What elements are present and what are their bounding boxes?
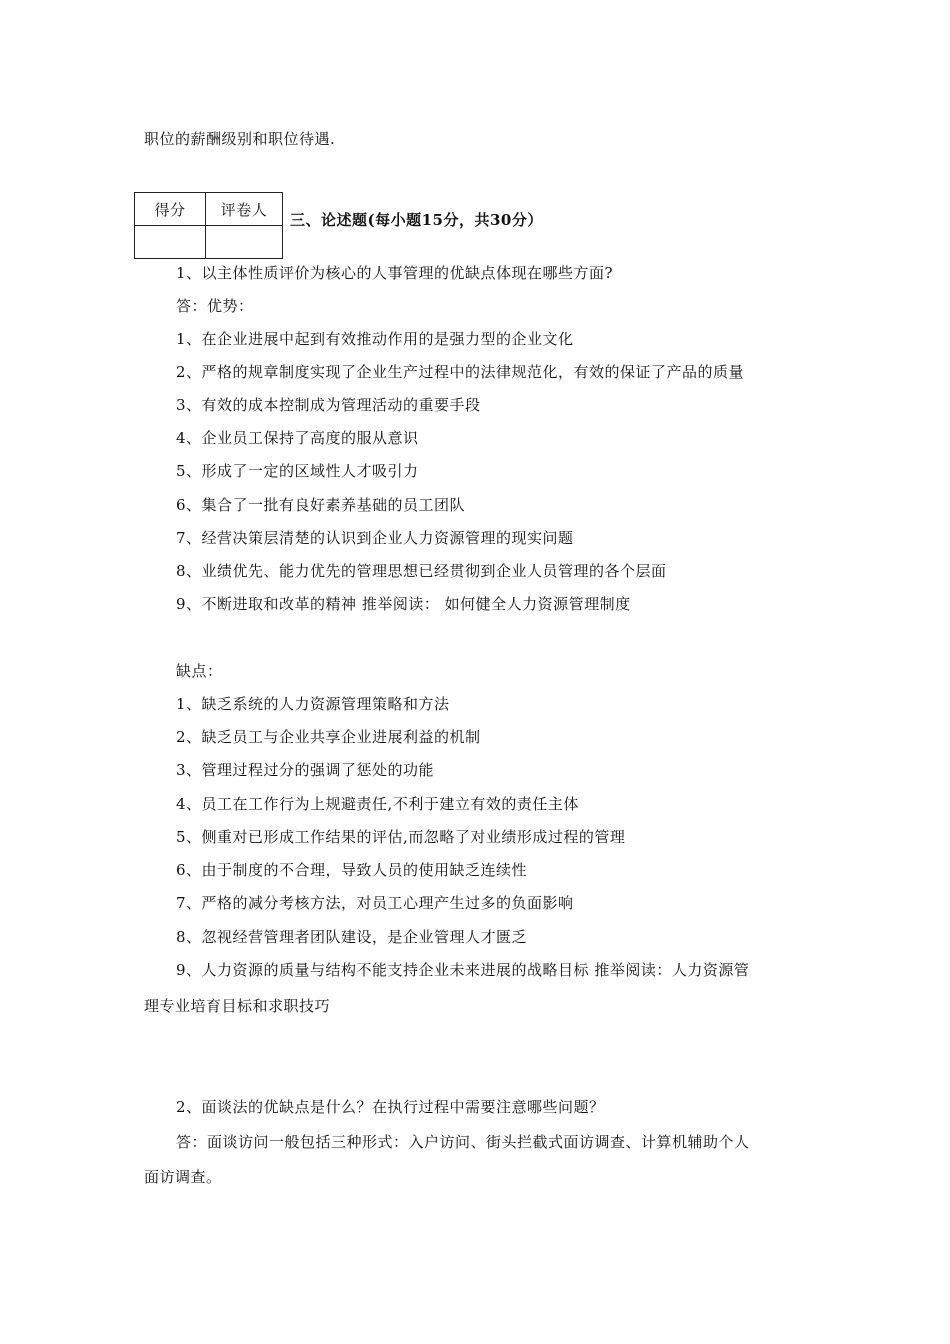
score-table (134, 192, 283, 259)
grader-header: 评卷人 (206, 193, 283, 226)
advantage-item: 5、形成了一定的区域性人才吸引力 (176, 462, 419, 480)
disadvantage-item: 5、侧重对已形成工作结果的评估,而忽略了对业绩形成过程的管理 (176, 828, 626, 846)
disadvantage-item: 1、缺乏系统的人力资源管理策略和方法 (176, 695, 450, 713)
advantage-item: 3、有效的成本控制成为管理活动的重要手段 (176, 396, 481, 414)
advantage-item: 2、严格的规章制度实现了企业生产过程中的法律规范化，有效的保证了产品的质量 (176, 363, 745, 381)
disadvantage-item: 4、员工在工作行为上规避责任,不利于建立有效的责任主体 (176, 795, 579, 813)
disadvantage-item: 3、管理过程过分的强调了惩处的功能 (176, 761, 435, 779)
score-header: 得分 (135, 193, 206, 226)
score-cell[interactable] (135, 226, 206, 259)
disadvantage-item: 8、忽视经营管理者团队建设，是企业管理人才匮乏 (176, 928, 528, 946)
intro-line: 职位的薪酬级别和职位待遇. (144, 130, 336, 148)
disadvantage-item: 7、严格的减分考核方法，对员工心理产生过多的负面影响 (176, 894, 574, 912)
advantage-item: 1、在企业进展中起到有效推动作用的是强力型的企业文化 (176, 330, 574, 348)
answer-2-line-2: 面访调查。 (144, 1168, 222, 1186)
answer-2-line-1: 答：面谈访问一般包括三种形式：入户访问、街头拦截式面访调查、计算机辅助个人 (176, 1133, 750, 1151)
disadvantage-label: 缺点： (176, 662, 223, 680)
disadvantage-item: 2、缺乏员工与企业共享企业进展利益的机制 (176, 728, 481, 746)
grader-cell[interactable] (206, 226, 283, 259)
question-2: 2、面谈法的优缺点是什么？在执行过程中需要注意哪些问题？ (176, 1098, 605, 1116)
section-title: 三、论述题(每小题15分，共30分） (290, 211, 543, 229)
disadvantage-item: 9、人力资源的质量与结构不能支持企业未来进展的战略目标 推举阅读：人力资源管 (176, 961, 750, 979)
advantage-item: 8、业绩优先、能力优先的管理思想已经贯彻到企业人员管理的各个层面 (176, 562, 667, 580)
advantage-item: 7、经营决策层清楚的认识到企业人力资源管理的现实问题 (176, 529, 574, 547)
advantage-item: 6、集合了一批有良好素养基础的员工团队 (176, 496, 466, 514)
answer-label: 答：优势： (176, 297, 254, 315)
disadvantage-item: 6、由于制度的不合理，导致人员的使用缺乏连续性 (176, 861, 528, 879)
advantage-item: 9、不断进取和改革的精神 推举阅读： 如何健全人力资源管理制度 (176, 595, 631, 613)
disadvantage-continuation: 理专业培育目标和求职技巧 (144, 997, 331, 1015)
question-1: 1、以主体性质评价为核心的人事管理的优缺点体现在哪些方面? (176, 264, 614, 282)
advantage-item: 4、企业员工保持了高度的服从意识 (176, 429, 419, 447)
